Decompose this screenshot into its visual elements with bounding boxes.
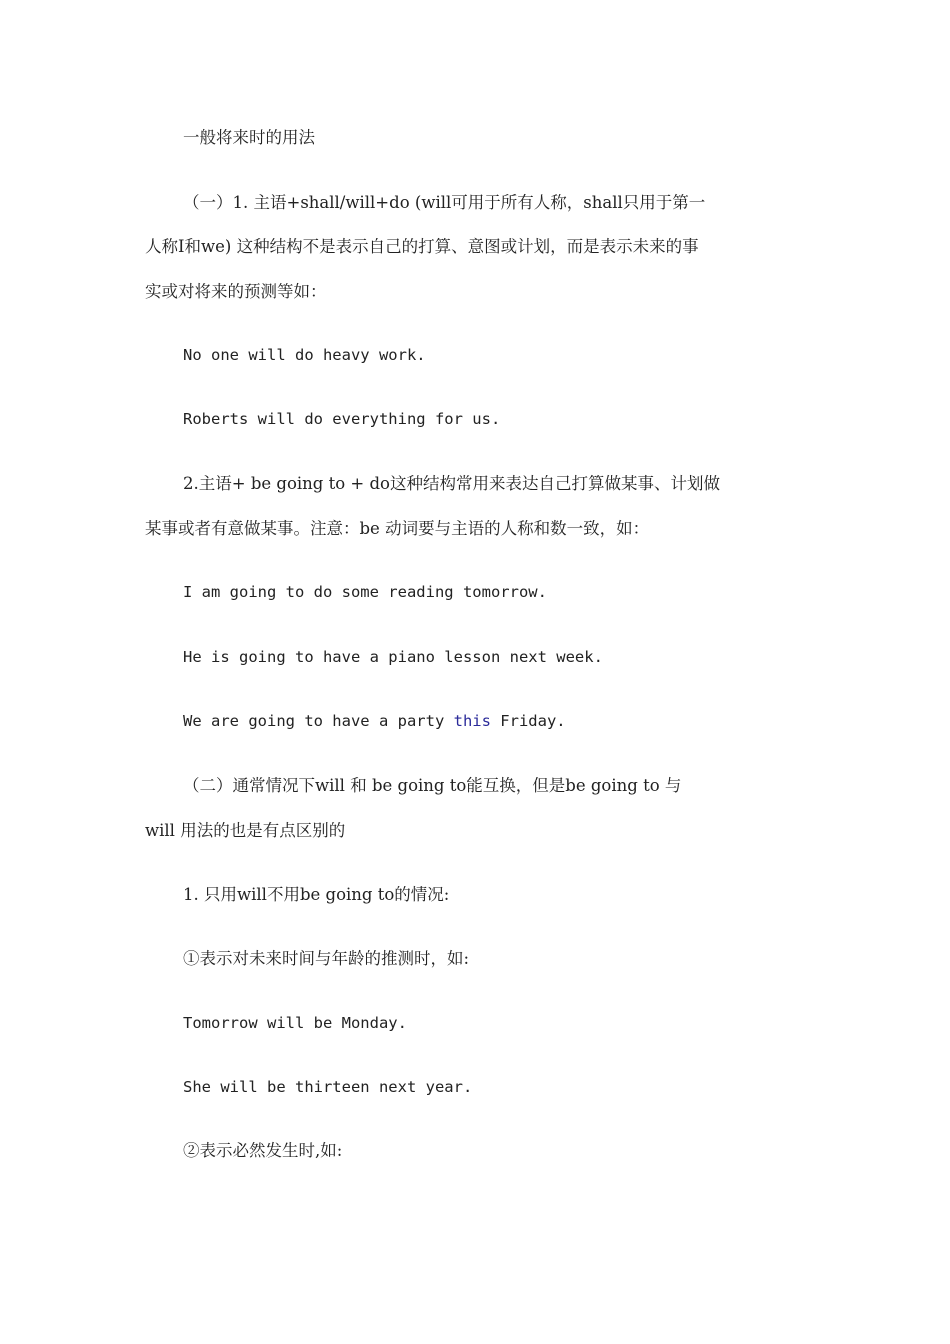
example-sentence-1: No one will do heavy work. xyxy=(183,346,426,364)
section1-paragraph1-line2: 人称I和we) 这种结构不是表示自己的打算、意图或计划，而是表示未来的事 xyxy=(145,237,699,256)
example-sentence-5-before: We are going to have a party xyxy=(183,712,454,730)
subsection-1-heading: 1. 只用will不用be going to的情况: xyxy=(183,885,450,904)
point-2: ②表示必然发生时,如: xyxy=(183,1141,343,1160)
example-sentence-4: He is going to have a piano lesson next week. xyxy=(183,648,603,666)
section2-paragraph-line1: （二）通常情况下will 和 be going to能互换，但是be going to 与 xyxy=(183,776,682,795)
document-title: 一般将来时的用法 xyxy=(183,128,315,147)
section1-paragraph1-line3: 实或对将来的预测等如： xyxy=(145,282,327,301)
example-sentence-6: Tomorrow will be Monday. xyxy=(183,1014,407,1032)
section1-paragraph2-line2: 某事或者有意做某事。注意：be 动词要与主语的人称和数一致，如： xyxy=(145,519,650,538)
example-sentence-3: I am going to do some reading tomorrow. xyxy=(183,583,547,601)
section1-paragraph2-line1: 2.主语+ be going to + do这种结构常用来表达自己打算做某事、计划做 xyxy=(183,474,720,493)
example-sentence-5-highlight: this xyxy=(453,712,491,730)
point-1: ①表示对未来时间与年龄的推测时，如: xyxy=(183,949,470,968)
section2-paragraph-line2: will 用法的也是有点区别的 xyxy=(145,821,346,840)
example-sentence-7: She will be thirteen next year. xyxy=(183,1078,473,1096)
example-sentence-5 xyxy=(183,711,566,731)
section1-paragraph1-line1: （一）1. 主语+shall/will+do (will可用于所有人称，shall只用于第一 xyxy=(183,193,706,212)
example-sentence-5-after: Friday. xyxy=(490,712,566,730)
example-sentence-2: Roberts will do everything for us. xyxy=(183,410,501,428)
